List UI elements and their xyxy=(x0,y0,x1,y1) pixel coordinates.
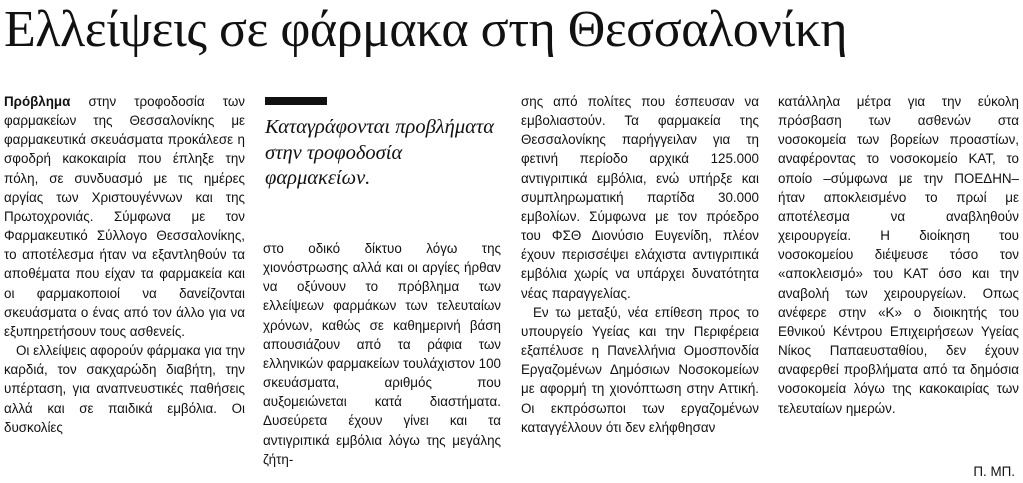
paragraph: στο οδικό δίκτυο λόγω της χιονόστρωσης αλλά και οι αργίες ήρθαν να οξύνουν το πρόβλημα των ελλείψεων φαρμάκων των τελευταίων χρόνων, καθώς σε καθημερινή βάση απουσιάζουν από τα ράφια των ελληνικών φαρμακείων τουλάχιστον 100 σκευάσματα, αριθμός που αυξομειώνεται κατά διαστήματα. Δυσεύρετα έχουν γίνει και τα αντιγριπικά εμβόλια λόγω της μεγάλης ζήτη- xyxy=(263,241,501,467)
article-column-4 xyxy=(778,92,1019,418)
byline: Π. ΜΠ. xyxy=(973,464,1015,479)
headline: Ελλείψεις σε φάρμακα στη Θεσσαλονίκη xyxy=(4,1,848,58)
lead-word: Πρόβλημα xyxy=(4,94,71,109)
article-column-1 xyxy=(4,92,245,437)
paragraph: κατάλληλα μέτρα για την εύκολη πρόσβαση των ασθενών στα νοσοκομεία των βορείων προαστίων, αναφέροντας το νοσοκομείο ΚΑΤ, το οποίο –σύμφωνα με την ΠΟΕΔΗΝ– ήταν αποκλεισμένο το πρωί με αποτέλεσμα να αναβληθούν χειρουργεία. Η διοίκηση του νοσοκομείου διέψευσε τόσο τον «αποκλεισμό» του ΚΑΤ όσο και την αναβολή των χειρουργείων. Οπως ανέφερε στην «Κ» ο διοικητής του Εθνικού Κέντρου Επιχειρήσεων Υγείας Νίκος Παπαευσταθίου, δεν έχουν αναφερθεί προβλήματα από τα δημόσια νοσοκομεία λόγω της κακοκαιρίας των τελευταίων ημερών. xyxy=(778,94,1019,416)
article-column-3 xyxy=(521,92,759,437)
paragraph: Εν τω μεταξύ, νέα επίθεση προς το υπουργείο Υγείας και την Περιφέρεια εξαπέλυσε η Πανελλήνια Ομοσπονδία Εργαζομένων Δημόσιων Νοσοκομείων με αφορμή τη χιονόπτωση στην Αττική. Οι εκπρόσωποι των εργαζομένων καταγγέλλουν ότι δεν ελήφθησαν xyxy=(521,304,759,435)
paragraph xyxy=(4,92,245,341)
paragraph: Οι ελλείψεις αφορούν φάρμακα για την καρδιά, τον σακχαρώδη διαβήτη, την υπέρταση, για αναπνευστικές παθήσεις αλλά και σε παιδικά εμβόλια. Οι δυσκολίες xyxy=(4,343,245,435)
paragraph-text: στην τροφοδοσία των φαρμακείων της Θεσσαλονίκης με φαρμακευτικά σκευάσματα προκάλεσε η σφοδρή κακοκαιρία που έπληξε την πόλη, σε συνδυασμό με τις ημέρες αργίας των Χριστουγέννων και της Πρωτοχρονιάς. Σύμφωνα με τον Φαρμακευτικό Σύλλογο Θεσσαλονίκης, το αποτέλεσμα ήταν να εξαντληθούν τα αποθέματα που είχαν τα φαρμακεία και οι φαρμακοποιοί να δανείζονται σκευάσματα ο ένας από τον άλλο για να εξυπηρετήσουν τους ασθενείς. xyxy=(4,94,245,339)
pullquote-rule xyxy=(265,97,327,105)
paragraph: σης από πολίτες που έσπευσαν να εμβολιαστούν. Τα φαρμακεία της Θεσσαλονίκης παρήγγειλαν για τη φετινή περίοδο αρχικά 125.000 αντιγριπικά εμβόλια, ενώ υπήρξε και συμπληρωματική παρτίδα 30.000 εμβολίων. Σύμφωνα με τον πρόεδρο του ΦΣΘ Διονύσιο Ευγενίδη, πλέον έχουν περισσέψει ελάχιστα αντιγριπικά εμβόλια χωρίς να υπάρχει δυνατότητα νέας παραγγελίας. xyxy=(521,94,759,301)
article-column-2 xyxy=(263,239,501,469)
pullquote: Καταγράφονται προβλήματα στην τροφοδοσία φαρμακείων. xyxy=(265,116,494,189)
